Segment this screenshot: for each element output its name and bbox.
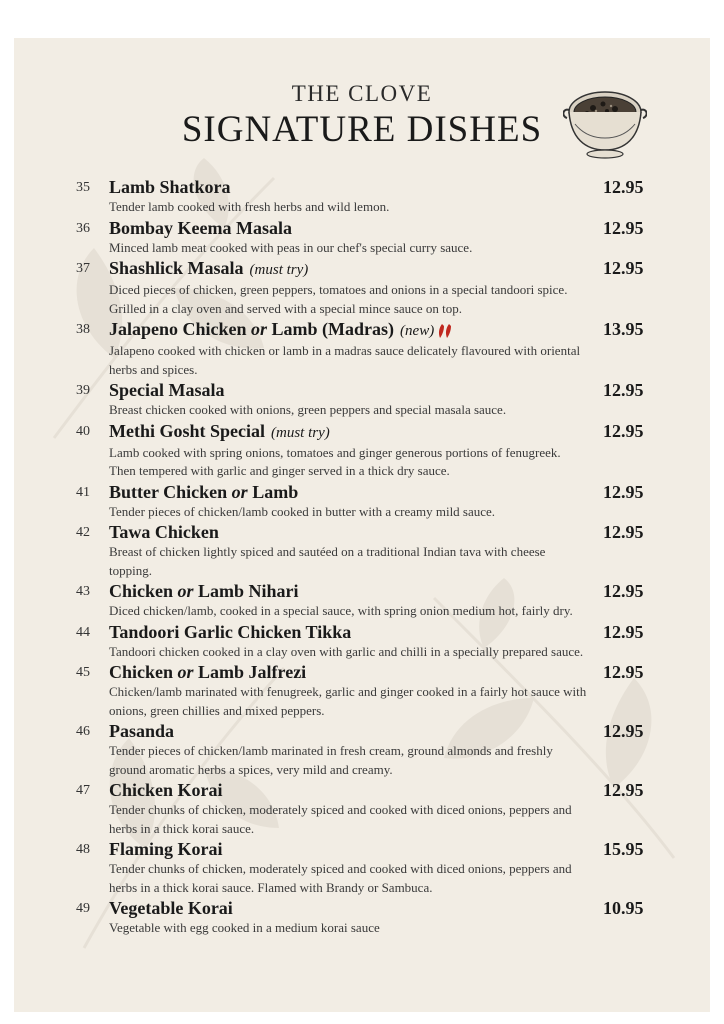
item-description: Tender chunks of chicken, moderately spiced and cooked with diced onions, peppers and herbs in a thick korai sauce. Flamed with Brandy or Sambuca. [109,861,572,895]
item-name-connector: or [177,662,194,682]
item-name-part: Bombay Keema Masala [109,217,292,238]
item-number: 45 [76,665,90,680]
item-name [109,420,589,444]
item-description: Tender lamb cooked with fresh herbs and wild lemon. [109,199,390,214]
item-description: Jalapeno cooked with chicken or lamb in a madras sauce delicately flavoured with oriental herbs and spices. [109,343,581,377]
item-description: Minced lamb meat cooked with peas in our chef's special curry sauce. [109,239,473,255]
item-name-part: Lamb Nihari [193,581,299,601]
item-name [109,318,589,342]
item-name [109,661,589,683]
item-price: 12.95 [603,780,644,800]
item-price: 12.95 [603,380,644,400]
item-price: 12.95 [603,481,644,502]
item-name-part: Chicken [109,662,178,682]
item-price: 12.95 [603,258,644,278]
item-price: 12.95 [603,522,644,542]
restaurant-name: THE CLOVE [291,81,433,106]
item-description: Tandoori chicken cooked in a clay oven with garlic and chilli in a specially prepared sauce. [109,643,584,659]
item-description: Diced pieces of chicken, green peppers, tomatoes and onions in a special tandoori spice. Grilled in a clay oven and served with a special mince sauce on top. [109,282,568,316]
item-price: 10.95 [603,898,644,918]
item-description: Diced chicken/lamb, cooked in a special sauce, with spring onion medium hot, fairly dry. [109,603,573,618]
section-title: SIGNATURE DISHES [181,109,543,150]
menu-item [0,481,724,522]
item-price: 12.95 [603,581,644,601]
item-name-connector: or [231,481,248,502]
item-number: 46 [76,724,90,739]
item-name-part: Lamb (Madras) [267,319,395,339]
menu-item [0,420,724,481]
item-name-part: Tawa Chicken [109,522,219,542]
item-price: 12.95 [603,177,644,197]
item-number: 40 [76,423,90,439]
item-name-part: Pasanda [109,721,175,741]
item-name-part: Butter Chicken [109,481,232,502]
menu-item [0,257,724,318]
item-name-connector: or [177,581,194,601]
menu-item [0,838,724,897]
item-name-part: Chicken Korai [109,780,223,800]
item-name [109,779,589,801]
item-note: (must try) [249,262,309,278]
item-price: 15.95 [603,839,644,859]
menu-item [0,779,724,838]
item-name [109,838,589,860]
item-name-part: Lamb Shatkora [109,177,231,197]
item-name-part: Vegetable Korai [109,898,233,918]
item-name-part: Flaming Korai [109,839,223,859]
item-name [109,257,589,281]
item-name-part: Methi Gosht Special [109,420,265,441]
item-description: Tender pieces of chicken/lamb marinated in fresh cream, ground almonds and freshly ground aromatic herbs a spices, very mild and creamy. [109,743,553,777]
item-name [109,897,589,919]
item-price: 12.95 [603,721,644,741]
item-description: Lamb cooked with spring onions, tomatoes and ginger generous portions of fenugreek. Then tempered with garlic and ginger served in a thick dry sauce. [109,444,561,478]
menu-item [0,661,724,720]
item-number: 41 [76,484,90,500]
item-name-part: Lamb Jalfrezi [193,662,307,682]
item-name [109,621,589,643]
menu-item [0,217,724,258]
menu-list [0,176,724,938]
item-price: 12.95 [603,217,644,238]
item-name [109,580,589,602]
item-number: 43 [76,584,90,599]
menu-item [0,176,724,217]
item-price: 12.95 [603,621,644,642]
item-number: 47 [76,783,90,798]
item-description: Breast of chicken lightly spiced and sautéed on a traditional Indian tava with cheese topping. [109,544,546,578]
item-description: Tender chunks of chicken, moderately spiced and cooked with diced onions, peppers and herbs in a thick korai sauce. [109,802,572,836]
item-number: 49 [76,901,90,916]
item-price: 12.95 [603,662,644,682]
item-number: 48 [76,842,90,857]
item-name [109,481,589,503]
item-number: 36 [76,220,90,236]
item-name-connector: or [251,319,268,339]
item-number: 42 [76,525,90,540]
item-name-part: Chicken [109,581,178,601]
item-description: Tender pieces of chicken/lamb cooked in butter with a creamy mild sauce. [109,503,496,519]
menu-item [0,379,724,420]
menu-item [0,521,724,580]
item-name [109,521,589,543]
menu-item [0,580,724,621]
item-name-part: Tandoori Garlic Chicken Tikka [109,621,352,642]
item-number: 37 [76,261,90,276]
item-price: 12.95 [603,420,644,441]
item-name-part: Special Masala [109,380,225,400]
item-name-part: Jalapeno Chicken [109,319,252,339]
item-name [109,379,589,401]
item-number: 35 [76,180,90,195]
item-number: 44 [76,624,90,640]
item-number: 39 [76,383,90,398]
item-name [109,217,589,239]
item-name-part: Shashlick Masala [109,258,244,278]
menu-item [0,318,724,379]
item-name [109,176,589,198]
menu-item [0,621,724,662]
curry-bowl-icon [563,82,647,166]
chili-icon [437,323,455,339]
item-name-part: Lamb [247,481,299,502]
menu-item [0,720,724,779]
item-price: 13.95 [603,319,644,339]
item-description: Chicken/lamb marinated with fenugreek, garlic and ginger cooked in a fairly hot sauce with onions, green chillies and mixed peppers. [109,684,587,718]
item-name [109,720,589,742]
item-number: 38 [76,322,90,337]
item-note: (must try) [271,424,330,441]
menu-item [0,897,724,938]
item-description: Vegetable with egg cooked in a medium korai sauce [109,920,380,935]
item-description: Breast chicken cooked with onions, green peppers and special masala sauce. [109,402,507,417]
item-note: (new) [400,323,435,339]
